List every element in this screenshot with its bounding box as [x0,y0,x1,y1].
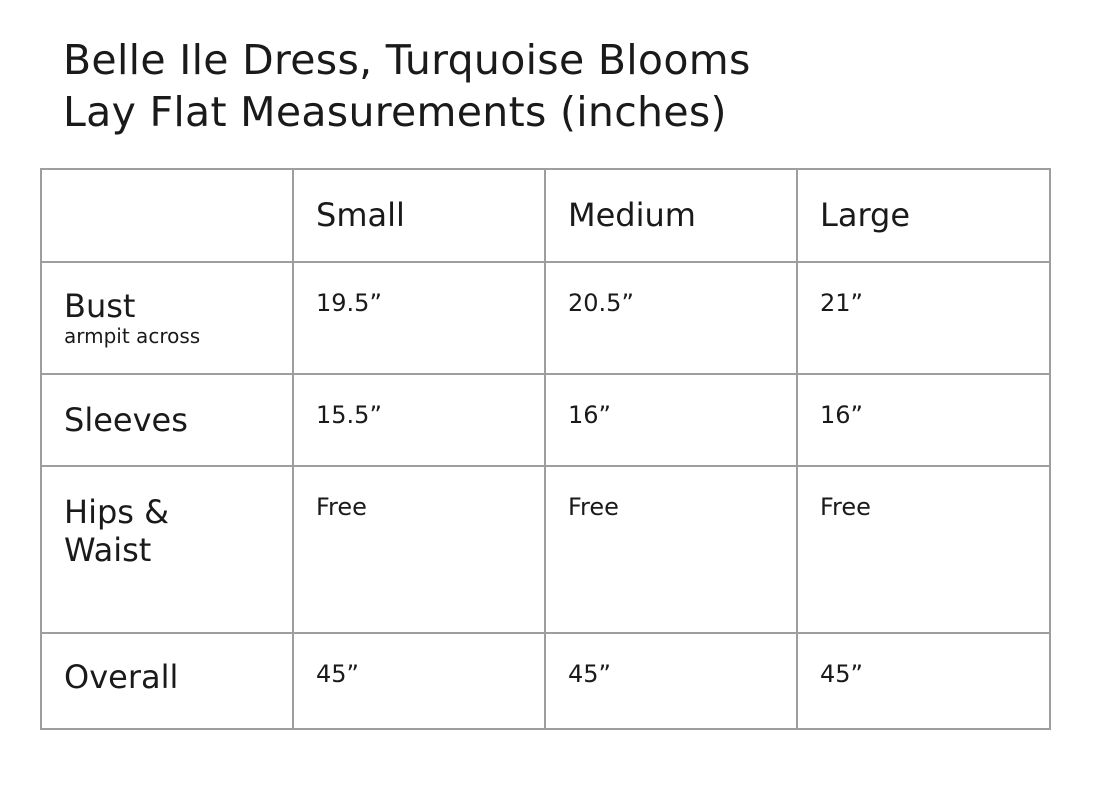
table-row [41,466,1050,633]
header-cell-large [797,169,1050,262]
title-line-2: Lay Flat Measurements (inches) [63,88,727,136]
table-row [41,262,1050,374]
value-cell [293,466,545,633]
overall-medium-value: 45” [568,660,611,688]
row-sublabel-bust: armpit across [64,324,201,348]
table-header-row [41,169,1050,262]
row-label-bust: Bust [64,287,136,325]
hips-medium-value: Free [568,493,619,521]
row-label-hips-waist: Hips & Waist [64,493,170,569]
table-row [41,374,1050,466]
value-cell [797,374,1050,466]
row-label-overall: Overall [64,658,179,696]
column-header-small: Small [316,196,405,234]
row-label-sleeves: Sleeves [64,401,188,439]
table-row [41,633,1050,729]
hips-large-value: Free [820,493,871,521]
header-cell-empty [41,169,293,262]
value-cell [797,262,1050,374]
row-label-cell [41,262,293,374]
row-label-cell [41,466,293,633]
value-cell [293,374,545,466]
column-header-medium: Medium [568,196,696,234]
bust-large-value: 21” [820,289,863,317]
value-cell [545,374,797,466]
sleeves-small-value: 15.5” [316,401,382,429]
value-cell [545,262,797,374]
value-cell [545,466,797,633]
title-line-1: Belle Ile Dress, Turquoise Blooms [63,36,751,84]
sleeves-medium-value: 16” [568,401,611,429]
page-title [63,34,751,138]
sleeves-large-value: 16” [820,401,863,429]
measurements-table [40,168,1051,730]
header-cell-small [293,169,545,262]
value-cell [797,466,1050,633]
bust-medium-value: 20.5” [568,289,634,317]
row-label-cell [41,633,293,729]
overall-small-value: 45” [316,660,359,688]
overall-large-value: 45” [820,660,863,688]
value-cell [293,633,545,729]
row-label-cell [41,374,293,466]
value-cell [545,633,797,729]
value-cell [797,633,1050,729]
value-cell [293,262,545,374]
hips-small-value: Free [316,493,367,521]
column-header-large: Large [820,196,911,234]
header-cell-medium [545,169,797,262]
bust-small-value: 19.5” [316,289,382,317]
